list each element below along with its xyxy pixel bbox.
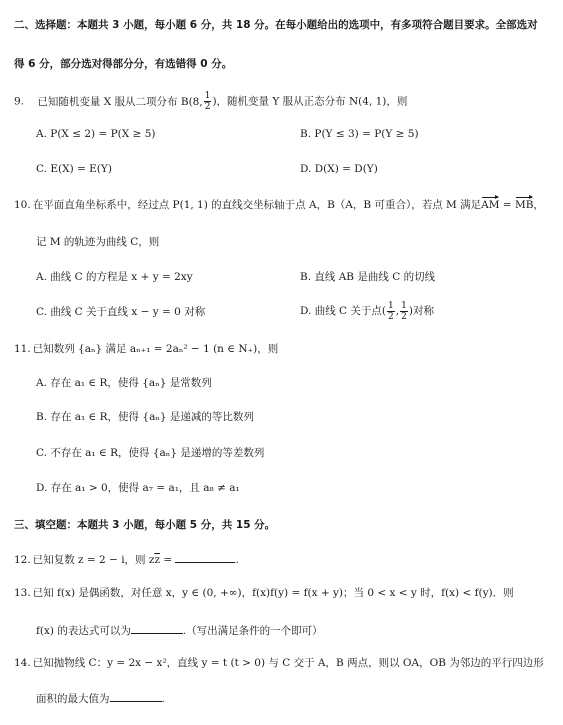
question-13-stem: 13. 已知 f(x) 是偶函数，对任意 x，y ∈ (0, +∞)，f(x)f(y) = f(x + y)；当 0 < x < y 时，f(x) < f(y)．则 — [14, 587, 514, 599]
question-10-option-d: D. 曲线 C 关于点( $\frac{1}{2}$ , $\frac{1}{2}$ )对称 — [300, 300, 434, 322]
answer-blank[interactable] — [131, 622, 183, 634]
question-number: 12. — [14, 554, 31, 566]
question-14-stem-line2: 面积的最大值为 . — [36, 690, 165, 706]
question-10-option-c: C. 曲线 C 关于直线 x − y = 0 对称 — [36, 306, 206, 318]
conjugate-z: $\overline{z}$ — [154, 554, 160, 566]
question-9-option-c: C. E(X) = E(Y) — [36, 163, 112, 175]
vector-mb: MB — [514, 199, 534, 211]
answer-blank[interactable] — [110, 690, 162, 702]
question-10-stem: 10. 在平面直角坐标系中，经过点 P(1, 1) 的直线交坐标轴于点 A，B（A，B 可重合），若点 M 满足AM = MB， — [14, 199, 544, 211]
question-12-stem: 12. 已知复数 z = 2 − i，则 $z\overline{z}$ = . — [14, 551, 239, 567]
question-11-stem — [14, 342, 278, 356]
answer-blank[interactable] — [175, 551, 235, 563]
question-number: 14. — [14, 657, 31, 669]
question-11-option-a: A. 存在 a₁ ∈ R，使得 {aₙ} 是常数列 — [36, 377, 212, 389]
question-11-option-c: C. 不存在 a₁ ∈ R，使得 {aₙ} 是递增的等差数列 — [36, 447, 265, 459]
question-13-stem-line2: f(x) 的表达式可以为 .（写出满足条件的一个即可） — [36, 622, 323, 638]
stem-text: 在平面直角坐标系中，经过点 P(1, 1) 的直线交坐标轴于点 A，B（A，B 可重合），若点 M 满足 — [32, 199, 482, 211]
stem-text: 已知随机变量 X 服从二项分布 B(8, — [37, 95, 203, 108]
question-10-option-b: B. 直线 AB 是曲线 C 的切线 — [300, 271, 436, 283]
question-number: 9. — [14, 95, 25, 108]
question-11-option-b: B. 存在 a₁ ∈ R，使得 {aₙ} 是递减的等比数列 — [36, 411, 254, 423]
question-9-option-a: A. P(X ≤ 2) = P(X ≥ 5) — [36, 128, 156, 140]
fraction: $\frac{1}{2}$ — [204, 91, 211, 112]
section-2-header-line1: 二、选择题：本题共 3 小题，每小题 6 分，共 18 分。在每小题给出的选项中，有多项符合题目要求。全部选对 — [14, 19, 538, 31]
question-9-option-b: B. P(Y ≤ 3) = P(Y ≥ 5) — [300, 128, 419, 140]
section-2-header-line2: 得 6 分，部分选对得部分分，有选错得 0 分。 — [14, 58, 233, 70]
vector-am: AM — [481, 199, 500, 211]
question-11-option-d: D. 存在 a₁ > 0，使得 a₇ = a₁，且 a₈ ≠ a₁ — [36, 482, 240, 494]
stem-text: )，随机变量 Y 服从正态分布 N(4, 1)，则 — [212, 95, 408, 108]
question-9-option-d: D. D(X) = D(Y) — [300, 163, 378, 175]
question-9-stem — [14, 91, 407, 112]
question-number: 13. — [14, 587, 31, 599]
section-3-header: 三、填空题：本题共 3 小题，每小题 5 分，共 15 分。 — [14, 519, 276, 531]
question-10-stem-line2: 记 M 的轨迹为曲线 C，则 — [36, 236, 160, 248]
question-number: 11. — [14, 343, 31, 355]
question-14-stem: 14. 已知抛物线 C：y = 2x − x²，直线 y = t (t > 0) 与 C 交于 A，B 两点，则以 OA，OB 为邻边的平行四边形 — [14, 657, 544, 669]
question-number: 10. — [14, 199, 31, 211]
stem-text: 已知数列 {aₙ} 满足 aₙ₊₁ = 2aₙ² − 1 (n ∈ N₊)，则 — [32, 343, 279, 355]
fraction: $\frac{1}{2}$ — [401, 300, 407, 322]
question-10-option-a: A. 曲线 C 的方程是 x + y = 2xy — [36, 271, 193, 283]
fraction: $\frac{1}{2}$ — [388, 300, 394, 322]
